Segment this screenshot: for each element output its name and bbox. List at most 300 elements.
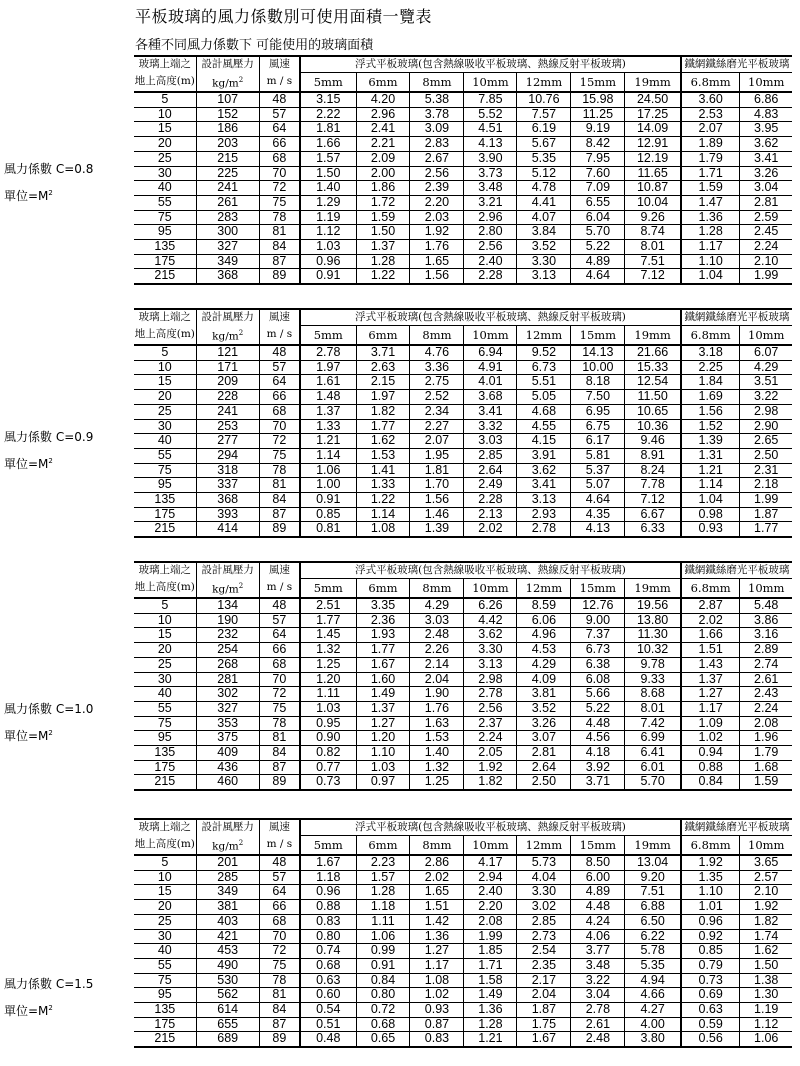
header-height: 玻璃上端之 <box>134 819 196 836</box>
table-row <box>134 210 792 225</box>
table-cell: 1.75 <box>517 1017 571 1032</box>
table-cell: 1.51 <box>681 643 740 658</box>
table-cell: 689 <box>196 1032 259 1047</box>
table-cell: 1.82 <box>740 914 792 929</box>
table-cell: 2.78 <box>571 1003 625 1018</box>
table-cell: 1.81 <box>410 463 464 478</box>
table-cell: 75 <box>259 448 300 463</box>
table-row <box>134 151 792 166</box>
table-cell: 0.68 <box>300 958 356 973</box>
table-cell: 281 <box>196 672 259 687</box>
table-cell: 1.31 <box>681 448 740 463</box>
table-cell: 490 <box>196 958 259 973</box>
table-cell: 0.84 <box>356 973 410 988</box>
table-cell: 2.24 <box>464 731 517 746</box>
table-cell: 1.08 <box>356 522 410 537</box>
table-cell: 55 <box>134 195 196 210</box>
table-cell: 1.12 <box>740 1017 792 1032</box>
unit-text: 單位=M <box>4 729 49 743</box>
unit-text: 單位=M <box>4 189 49 203</box>
table-cell: 72 <box>259 687 300 702</box>
table-cell: 2.00 <box>356 166 410 181</box>
table-cell: 4.29 <box>517 657 571 672</box>
table-cell: 81 <box>259 225 300 240</box>
table-cell: 1.37 <box>681 672 740 687</box>
table-row <box>134 122 792 137</box>
table-cell: 1.17 <box>681 701 740 716</box>
table-cell: 1.97 <box>300 360 356 375</box>
table-cell: 1.32 <box>410 760 464 775</box>
table-cell: 203 <box>196 137 259 152</box>
table-cell: 5.38 <box>410 92 464 107</box>
header-pressure: 設計風壓力 <box>196 819 259 836</box>
table-cell: 1.20 <box>356 731 410 746</box>
table-cell: 4.24 <box>571 914 625 929</box>
unit-label <box>4 184 93 205</box>
table-cell: 6.99 <box>625 731 681 746</box>
table-cell: 1.93 <box>356 628 410 643</box>
header-thickness: 5mm <box>300 326 356 346</box>
table-cell: 1.25 <box>410 775 464 790</box>
table-cell: 2.86 <box>410 855 464 870</box>
table-cell: 1.40 <box>410 746 464 761</box>
table-cell: 6.01 <box>625 760 681 775</box>
table-cell: 95 <box>134 731 196 746</box>
table-cell: 8.18 <box>571 375 625 390</box>
table-row <box>134 522 792 537</box>
table-cell: 2.96 <box>356 107 410 122</box>
table-cell: 3.41 <box>740 151 792 166</box>
header-wind-speed: 風速 <box>259 562 300 579</box>
table-cell: 3.09 <box>410 122 464 137</box>
table-cell: 20 <box>134 137 196 152</box>
table-cell: 4.07 <box>517 210 571 225</box>
table-cell: 3.51 <box>740 375 792 390</box>
table-cell: 7.85 <box>464 92 517 107</box>
table-cell: 1.03 <box>356 760 410 775</box>
table-cell: 48 <box>259 92 300 107</box>
table-cell: 6.08 <box>571 672 625 687</box>
table-cell: 7.12 <box>625 269 681 284</box>
table-cell: 13.04 <box>625 855 681 870</box>
table-cell: 95 <box>134 225 196 240</box>
table-cell: 2.54 <box>517 944 571 959</box>
table-row <box>134 988 792 1003</box>
table-cell: 2.78 <box>464 687 517 702</box>
table-cell: 1.27 <box>681 687 740 702</box>
table-cell: 2.49 <box>464 478 517 493</box>
table-cell: 1.70 <box>410 478 464 493</box>
table-cell: 3.35 <box>356 598 410 613</box>
table-cell: 2.61 <box>571 1017 625 1032</box>
header-thickness: 8mm <box>410 836 464 856</box>
unit-superscript: 2 <box>48 1004 53 1012</box>
table-cell: 70 <box>259 929 300 944</box>
table-cell: 68 <box>259 151 300 166</box>
header-thickness: 10mm <box>740 579 792 599</box>
table-cell: 70 <box>259 672 300 687</box>
header-wind-unit: m / s <box>259 579 300 599</box>
table-cell: 2.31 <box>740 463 792 478</box>
table-cell: 4.89 <box>571 885 625 900</box>
table-cell: 87 <box>259 760 300 775</box>
table-cell: 0.91 <box>356 958 410 973</box>
header-thickness: 6.8mm <box>681 73 740 93</box>
table-cell: 2.65 <box>740 434 792 449</box>
table-cell: 2.61 <box>740 672 792 687</box>
table-cell: 1.08 <box>410 973 464 988</box>
table-cell: 68 <box>259 657 300 672</box>
header-wire-glass-group: 鐵網鐵絲磨光平板玻璃 <box>684 821 790 833</box>
table-cell: 4.48 <box>571 716 625 731</box>
table-cell: 1.39 <box>410 522 464 537</box>
table-cell: 6.17 <box>571 434 625 449</box>
table-cell: 8.68 <box>625 687 681 702</box>
table-cell: 1.99 <box>740 269 792 284</box>
table-cell: 30 <box>134 166 196 181</box>
table-cell: 1.14 <box>356 507 410 522</box>
table-row <box>134 448 792 463</box>
table-cell: 2.63 <box>356 360 410 375</box>
table-cell: 1.30 <box>740 988 792 1003</box>
table-cell: 3.62 <box>464 628 517 643</box>
table-cell: 8.59 <box>517 598 571 613</box>
table-cell: 1.82 <box>356 404 410 419</box>
table-row <box>134 643 792 658</box>
table-cell: 0.68 <box>356 1017 410 1032</box>
table-cell: 3.80 <box>625 1032 681 1047</box>
table-cell: 4.17 <box>464 855 517 870</box>
table-cell: 2.89 <box>740 643 792 658</box>
table-cell: 2.25 <box>681 360 740 375</box>
table-cell: 2.73 <box>517 929 571 944</box>
table-cell: 1.53 <box>356 448 410 463</box>
table-cell: 261 <box>196 195 259 210</box>
table-cell: 1.39 <box>681 434 740 449</box>
table-cell: 1.19 <box>300 210 356 225</box>
unit-label <box>4 452 93 473</box>
table-cell: 1.10 <box>356 746 410 761</box>
table-cell: 1.03 <box>300 240 356 255</box>
table-cell: 6.55 <box>571 195 625 210</box>
table-cell: 8.42 <box>571 137 625 152</box>
table-cell: 14.09 <box>625 122 681 137</box>
table-cell: 241 <box>196 181 259 196</box>
header-thickness: 12mm <box>517 579 571 599</box>
table-cell: 68 <box>259 914 300 929</box>
table-cell: 1.87 <box>517 1003 571 1018</box>
table-cell: 1.18 <box>356 900 410 915</box>
table-cell: 327 <box>196 701 259 716</box>
header-thickness: 8mm <box>410 326 464 346</box>
table-cell: 3.22 <box>740 390 792 405</box>
table-cell: 12.76 <box>571 598 625 613</box>
table-cell: 6.04 <box>571 210 625 225</box>
unit-text: 單位=M <box>4 457 49 471</box>
table-cell: 3.22 <box>571 973 625 988</box>
table-cell: 614 <box>196 1003 259 1018</box>
table-cell: 9.46 <box>625 434 681 449</box>
table-cell: 0.80 <box>356 988 410 1003</box>
table-cell: 3.71 <box>571 775 625 790</box>
table-row <box>134 716 792 731</box>
table-cell: 4.94 <box>625 973 681 988</box>
table-cell: 215 <box>134 775 196 790</box>
table-cell: 3.71 <box>356 345 410 360</box>
header-wind-unit: m / s <box>259 73 300 93</box>
table-cell: 1.99 <box>464 929 517 944</box>
table-cell: 1.89 <box>681 137 740 152</box>
table-cell: 1.21 <box>681 463 740 478</box>
table-cell: 1.59 <box>740 775 792 790</box>
table-cell: 1.06 <box>300 463 356 478</box>
table-cell: 5.22 <box>571 240 625 255</box>
unit-text: 單位=M <box>4 1004 49 1018</box>
wind-load-table <box>134 561 792 791</box>
table-cell: 66 <box>259 137 300 152</box>
table-cell: 89 <box>259 522 300 537</box>
table-cell: 453 <box>196 944 259 959</box>
table-row <box>134 434 792 449</box>
table-cell: 2.59 <box>740 210 792 225</box>
table-cell: 0.60 <box>300 988 356 1003</box>
table-cell: 1.28 <box>464 1017 517 1032</box>
table-cell: 1.04 <box>681 269 740 284</box>
table-cell: 3.81 <box>517 687 571 702</box>
table-cell: 10 <box>134 613 196 628</box>
table-cell: 0.63 <box>300 973 356 988</box>
table-cell: 1.09 <box>681 716 740 731</box>
table-cell: 5.12 <box>517 166 571 181</box>
table-cell: 4.56 <box>571 731 625 746</box>
table-cell: 1.65 <box>410 254 464 269</box>
table-cell: 1.61 <box>300 375 356 390</box>
table-cell: 5.35 <box>517 151 571 166</box>
table-cell: 1.27 <box>356 716 410 731</box>
table-cell: 78 <box>259 210 300 225</box>
table-cell: 1.57 <box>356 870 410 885</box>
table-cell: 1.28 <box>681 225 740 240</box>
table-cell: 25 <box>134 404 196 419</box>
table-cell: 209 <box>196 375 259 390</box>
table-cell: 2.20 <box>464 900 517 915</box>
table-cell: 1.72 <box>356 195 410 210</box>
table-cell: 1.27 <box>410 944 464 959</box>
wind-coefficient-label: 風力係數 C=1.0 <box>4 702 94 716</box>
table-cell: 5 <box>134 855 196 870</box>
table-cell: 5.66 <box>571 687 625 702</box>
table-cell: 75 <box>259 701 300 716</box>
table-cell: 349 <box>196 885 259 900</box>
table-cell: 8.91 <box>625 448 681 463</box>
table-cell: 1.49 <box>464 988 517 1003</box>
header-thickness: 15mm <box>571 579 625 599</box>
table-cell: 3.52 <box>517 240 571 255</box>
table-cell: 201 <box>196 855 259 870</box>
header-thickness: 19mm <box>625 836 681 856</box>
table-cell: 3.36 <box>410 360 464 375</box>
table-cell: 2.41 <box>356 122 410 137</box>
table-cell: 2.02 <box>410 870 464 885</box>
table-cell: 0.91 <box>300 269 356 284</box>
table-cell: 89 <box>259 775 300 790</box>
table-cell: 134 <box>196 598 259 613</box>
table-cell: 1.69 <box>681 390 740 405</box>
table-cell: 7.12 <box>625 493 681 508</box>
table-cell: 6.38 <box>571 657 625 672</box>
table-cell: 1.36 <box>410 929 464 944</box>
header-wind-unit: m / s <box>259 836 300 856</box>
table-cell: 6.75 <box>571 419 625 434</box>
table-cell: 409 <box>196 746 259 761</box>
table-row <box>134 404 792 419</box>
table-cell: 9.33 <box>625 672 681 687</box>
table-cell: 0.59 <box>681 1017 740 1032</box>
table-cell: 152 <box>196 107 259 122</box>
table-cell: 1.59 <box>681 181 740 196</box>
table-cell: 562 <box>196 988 259 1003</box>
header-float-glass-group: 浮式平板玻璃(包含熱線吸收平板玻璃、熱線反射平板玻璃) <box>300 309 681 326</box>
table-cell: 4.04 <box>517 870 571 885</box>
table-cell: 1.17 <box>410 958 464 973</box>
table-cell: 1.59 <box>356 210 410 225</box>
table-cell: 25 <box>134 914 196 929</box>
table-cell: 2.40 <box>464 254 517 269</box>
table-cell: 414 <box>196 522 259 537</box>
table-cell: 436 <box>196 760 259 775</box>
pressure-unit-superscript: 2 <box>238 581 244 590</box>
table-cell: 0.88 <box>300 900 356 915</box>
table-row <box>134 944 792 959</box>
table-cell: 1.66 <box>681 628 740 643</box>
table-cell: 0.95 <box>300 716 356 731</box>
table-cell: 3.07 <box>517 731 571 746</box>
table-cell: 1.33 <box>356 478 410 493</box>
header-wind-speed: 風速 <box>259 56 300 73</box>
table-cell: 6.26 <box>464 598 517 613</box>
table-cell: 2.43 <box>740 687 792 702</box>
table-cell: 70 <box>259 419 300 434</box>
table-cell: 57 <box>259 613 300 628</box>
table-cell: 9.78 <box>625 657 681 672</box>
table-cell: 15 <box>134 122 196 137</box>
pressure-unit-superscript: 2 <box>238 328 244 337</box>
table-cell: 81 <box>259 988 300 1003</box>
table-header-row <box>134 56 792 73</box>
table-cell: 3.86 <box>740 613 792 628</box>
table-cell: 1.76 <box>410 240 464 255</box>
table-header-row <box>134 562 792 579</box>
table-cell: 4.41 <box>517 195 571 210</box>
table-cell: 0.73 <box>681 973 740 988</box>
table-cell: 337 <box>196 478 259 493</box>
table-cell: 135 <box>134 1003 196 1018</box>
table-cell: 15.33 <box>625 360 681 375</box>
table-cell: 1.56 <box>410 269 464 284</box>
table-cell: 3.41 <box>517 478 571 493</box>
table-cell: 1.56 <box>681 404 740 419</box>
table-row <box>134 92 792 107</box>
table-cell: 0.56 <box>681 1032 740 1047</box>
wind-load-table <box>134 818 792 1048</box>
table-cell: 1.37 <box>356 701 410 716</box>
table-cell: 1.03 <box>300 701 356 716</box>
table-cell: 2.64 <box>464 463 517 478</box>
table-cell: 4.42 <box>464 613 517 628</box>
table-cell: 0.72 <box>356 1003 410 1018</box>
table-cell: 1.14 <box>681 478 740 493</box>
header-float-glass-group: 浮式平板玻璃(包含熱線吸收平板玻璃、熱線反射平板玻璃) <box>300 56 681 73</box>
table-cell: 6.73 <box>571 643 625 658</box>
table-cell: 1.37 <box>300 404 356 419</box>
table-cell: 2.10 <box>740 254 792 269</box>
table-cell: 2.10 <box>740 885 792 900</box>
table-cell: 2.05 <box>464 746 517 761</box>
header-thickness: 15mm <box>571 73 625 93</box>
table-cell: 368 <box>196 269 259 284</box>
table-cell: 302 <box>196 687 259 702</box>
table-cell: 14.13 <box>571 345 625 360</box>
unit-label <box>4 999 93 1020</box>
pressure-unit-superscript: 2 <box>238 838 244 847</box>
table-cell: 84 <box>259 1003 300 1018</box>
table-row <box>134 1032 792 1047</box>
table-cell: 7.51 <box>625 254 681 269</box>
table-cell: 1.47 <box>681 195 740 210</box>
table-cell: 135 <box>134 493 196 508</box>
table-cell: 3.30 <box>464 643 517 658</box>
table-cell: 3.73 <box>464 166 517 181</box>
table-row <box>134 493 792 508</box>
table-cell: 7.37 <box>571 628 625 643</box>
table-cell: 186 <box>196 122 259 137</box>
table-cell: 0.98 <box>681 507 740 522</box>
header-thickness: 5mm <box>300 73 356 93</box>
header-thickness: 6.8mm <box>681 326 740 346</box>
table-cell: 6.67 <box>625 507 681 522</box>
table-cell: 6.07 <box>740 345 792 360</box>
table-cell: 3.62 <box>740 137 792 152</box>
coefficient-label-block <box>4 700 93 745</box>
table-cell: 1.48 <box>300 390 356 405</box>
table-cell: 2.02 <box>681 613 740 628</box>
table-cell: 1.58 <box>464 973 517 988</box>
table-cell: 5.22 <box>571 701 625 716</box>
table-header-row <box>134 579 792 599</box>
table-cell: 135 <box>134 240 196 255</box>
table-cell: 6.41 <box>625 746 681 761</box>
table-cell: 75 <box>134 973 196 988</box>
table-cell: 655 <box>196 1017 259 1032</box>
table-cell: 530 <box>196 973 259 988</box>
table-cell: 84 <box>259 746 300 761</box>
table-cell: 285 <box>196 870 259 885</box>
table-cell: 190 <box>196 613 259 628</box>
table-cell: 0.54 <box>300 1003 356 1018</box>
table-cell: 5.73 <box>517 855 571 870</box>
table-cell: 4.13 <box>464 137 517 152</box>
table-cell: 2.98 <box>740 404 792 419</box>
table-cell: 1.37 <box>356 240 410 255</box>
page-title: 平板玻璃的風力係數別可使用面積一覽表 <box>135 7 433 26</box>
table-cell: 87 <box>259 507 300 522</box>
table-cell: 11.30 <box>625 628 681 643</box>
table-cell: 2.09 <box>356 151 410 166</box>
header-pressure-unit <box>196 836 259 856</box>
table-cell: 2.08 <box>740 716 792 731</box>
table-cell: 9.00 <box>571 613 625 628</box>
table-cell: 2.36 <box>356 613 410 628</box>
